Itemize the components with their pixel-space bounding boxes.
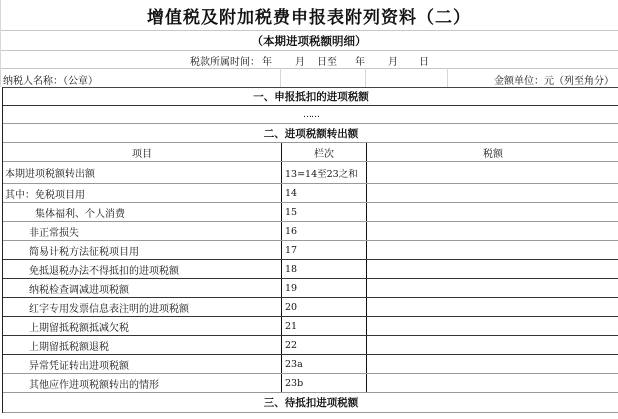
table-row: [3, 260, 618, 279]
item-label: 其他应作进项税额转出的情形: [29, 379, 159, 391]
item-label: 集体福利、个人消费: [35, 208, 125, 220]
tax-period-label: 税款所属时间：: [190, 57, 260, 68]
period-day-end[interactable]: 日: [419, 57, 429, 68]
tax-amount-cell[interactable]: [366, 260, 618, 278]
item-label: 简易计税方法征税项目用: [29, 246, 139, 258]
item-label: 上期留抵税额退税: [29, 341, 109, 353]
tax-amount-cell[interactable]: [366, 355, 618, 373]
taxpayer-row: [0, 68, 618, 87]
line-number: 15: [281, 203, 366, 221]
line-number: 22: [281, 336, 366, 354]
section-two-header: 二、进项税额转出额: [3, 124, 618, 143]
table-row: [3, 279, 618, 298]
item-label: 上期留抵税额抵减欠税: [29, 322, 129, 334]
period-month-end[interactable]: 月: [388, 57, 398, 68]
line-number: 21: [281, 317, 366, 335]
item-label: 免抵退税办法不得抵扣的进项税额: [29, 265, 179, 277]
input-tax-detail-table: [2, 87, 618, 413]
tax-amount-cell[interactable]: [366, 279, 618, 297]
table-row: [3, 374, 618, 393]
tax-amount-cell[interactable]: [366, 336, 618, 354]
table-row: [3, 336, 618, 355]
form-title: 增值税及附加税费申报表附列资料（二）: [147, 7, 471, 28]
tax-amount-cell[interactable]: [366, 203, 618, 221]
table-row: [3, 162, 618, 184]
item-label: 异常凭证转出进项税额: [29, 360, 129, 372]
item-label: 非正常损失: [29, 227, 79, 239]
column-header-row: [3, 143, 618, 162]
item-label: 其中：免税项目用: [5, 189, 85, 201]
item-label: 纳税检查调减进项税额: [29, 284, 129, 296]
table-row: [3, 355, 618, 374]
period-year-start[interactable]: 年: [262, 57, 272, 68]
tax-amount-cell[interactable]: [366, 298, 618, 316]
line-number: 18: [281, 260, 366, 278]
section-one-omitted: ……: [3, 106, 618, 124]
line-number: 19: [281, 279, 366, 297]
column-header-line: 栏次: [281, 143, 366, 161]
line-number: 16: [281, 222, 366, 240]
table-row: [3, 184, 618, 203]
period-year-end[interactable]: 年: [355, 57, 365, 68]
table-row: [3, 317, 618, 336]
taxpayer-name-label: 纳税人名称：（公章）: [3, 76, 98, 87]
table-row: [3, 241, 618, 260]
column-header-tax: 税额: [366, 143, 618, 161]
tax-period-line: [0, 50, 618, 68]
line-number: 17: [281, 241, 366, 259]
period-day-start[interactable]: 日至: [317, 57, 337, 68]
line-number: 23a: [281, 355, 366, 373]
table-row: [3, 298, 618, 317]
period-month-start[interactable]: 月: [295, 57, 305, 68]
line-number: 14: [281, 184, 366, 202]
tax-amount-cell[interactable]: [366, 184, 618, 202]
line-number: 20: [281, 298, 366, 316]
tax-amount-cell[interactable]: [366, 241, 618, 259]
amount-unit-label: 金额单位：元（列至角分）: [494, 76, 614, 87]
form-subtitle: （本期进项税额明细）: [251, 33, 367, 48]
item-label: 红字专用发票信息表注明的进项税额: [29, 303, 189, 315]
line-number: 13=14至23之和: [281, 162, 366, 183]
table-row: [3, 222, 618, 241]
line-number: 23b: [281, 374, 366, 392]
section-one-header: 一、申报抵扣的进项税额: [3, 88, 618, 106]
column-header-item: 项目: [132, 148, 152, 160]
table-row: [3, 203, 618, 222]
tax-amount-cell[interactable]: [366, 317, 618, 335]
tax-amount-cell[interactable]: [366, 162, 618, 183]
section-three-header: 三、待抵扣进项税额: [3, 393, 618, 413]
tax-amount-cell[interactable]: [366, 222, 618, 240]
item-label: 本期进项税额转出额: [5, 169, 95, 180]
tax-amount-cell[interactable]: [366, 374, 618, 392]
